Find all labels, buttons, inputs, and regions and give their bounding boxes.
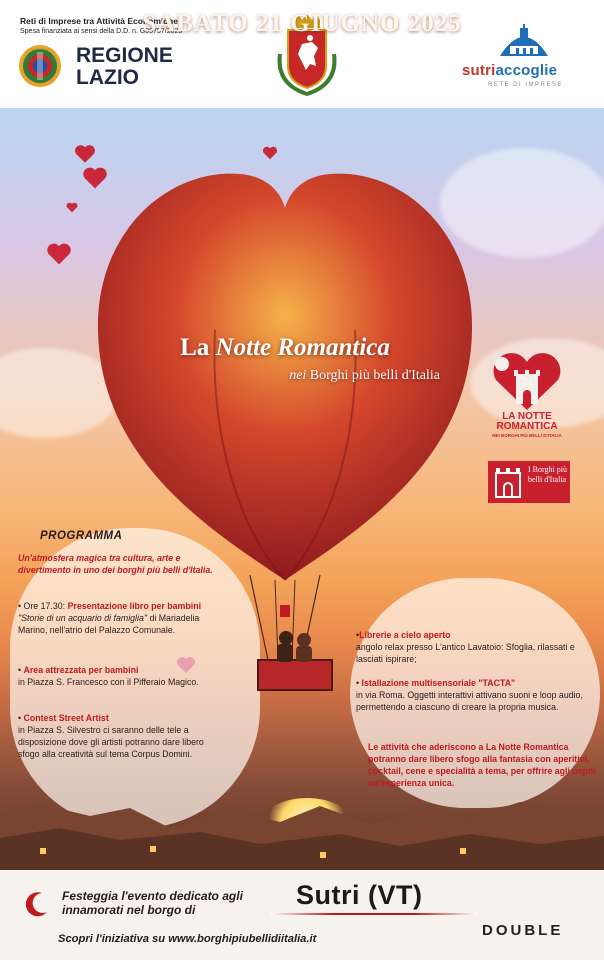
item3-title: Contest Street Artist — [23, 713, 109, 723]
reti-imprese-line1: Reti di Imprese tra Attività Economiche — [20, 16, 178, 26]
item3-rest: in Piazza S. Silvestro ci saranno delle tele a disposizione dove gli artisti potranno dare libero sfogo alla creatività sul tema Corpus Domini. — [18, 725, 204, 759]
item1-title: Presentazione libro per bambini — [67, 601, 202, 611]
item1-time: Ore 17.30: — [23, 601, 66, 611]
crescent-moon-icon — [22, 890, 50, 918]
borghi-logo-text: I Borghi più belli d'Italia — [528, 465, 567, 484]
logo-notte-line2: ROMANTICA — [496, 421, 558, 432]
small-heart-icon — [66, 202, 78, 213]
program-closing: Le attività che aderiscono a La Notte Romantica potranno dare libero sfogo alla fantasia con aperitivi, cocktail, cene e specialità a tema, per offrire agli ospiti un'esperienza unica. — [368, 742, 596, 788]
event-subtitle-rest: Borghi più belli d'Italia — [309, 368, 440, 383]
sutri-brand-part2: accoglie — [495, 62, 558, 79]
program-intro: Un'atmosfera magica tra cultura, arte e divertimento in uno dei borghi più belli d'Italia. — [18, 553, 213, 575]
event-title — [120, 334, 450, 362]
regione-lazio-logo-icon — [18, 44, 62, 88]
event-title-name: Notte Romantica — [215, 334, 390, 361]
event-title-la: La — [180, 334, 210, 361]
program-item-book: • Ore 17.30: Presentazione libro per bambini "Storie di un acquario di famiglia" di Mariadelia Marino, nell'atrio del Palazzo Comunale. — [18, 601, 202, 635]
program-item-librerie: •Librerie a cielo aperto angolo relax presso L'antico Lavatoio: Sfoglia, rilassati e lasciati ispirare; — [356, 630, 575, 664]
item4-title: Librerie a cielo aperto — [359, 630, 451, 640]
program-item-kids-area: • Area attrezzata per bambini in Piazza S. Francesco con il Pifferaio Magico. — [18, 665, 199, 687]
footer-town-underline — [270, 913, 478, 915]
event-subtitle — [180, 368, 440, 384]
program-title: PROGRAMMA — [40, 530, 123, 542]
item5-rest: in via Roma. Oggetti interattivi attivano suoni e loop audio, permettendo a ciascuno di creare la propria musica. — [356, 690, 583, 712]
event-date-title: SABATO 21 GIUGNO 2025 — [142, 10, 462, 37]
castle-tower-icon — [492, 465, 524, 499]
logo-notte-line1: LA NOTTE — [502, 411, 552, 422]
item2-rest: in Piazza S. Francesco con il Pifferaio Magico. — [18, 677, 199, 687]
sutri-accoglie-brand — [462, 62, 557, 79]
footer-invite-text: Festeggia l'evento dedicato agli innamorati nel borgo di — [62, 889, 243, 917]
item1-rest: di Mariadelia Marino, nell'atrio del Palazzo Comunale. — [18, 613, 200, 635]
sutri-brand-part1: sutri — [462, 62, 496, 79]
item5-title: Istallazione multisensoriale "TACTA" — [361, 678, 516, 688]
regione-lazio-name: REGIONE LAZIO — [76, 44, 173, 89]
small-heart-icon — [46, 242, 72, 266]
village-rooftops — [0, 788, 604, 870]
program-item-street-artist: • Contest Street Artist in Piazza S. Silvestro ci saranno delle tele a disposizione dove gli artisti potranno dare libero sfogo alla creatività sul tema Corpus Domini. — [18, 713, 204, 759]
double-agency-logo: DOUBLE — [482, 922, 564, 939]
sutri-tagline: RETE DI IMPRESE — [488, 82, 563, 88]
reti-imprese-line2: Spesa finanziata ai sensi della D.D. n. G05757/2023 — [20, 28, 183, 35]
footer-town-name: Sutri (VT) — [296, 880, 423, 910]
event-subtitle-nei: nei — [289, 368, 307, 383]
program-item-tacta: • Istallazione multisensoriale "TACTA" in via Roma. Oggetti interattivi attivano suoni e loop audio, permettendo a ciascuno di creare la propria musica. — [356, 678, 583, 712]
logo-notte-line3: NEI BORGHI PIÙ BELLI D'ITALIA — [492, 433, 562, 438]
item2-title: Area attrezzata per bambini — [23, 665, 139, 675]
item4-rest: angolo relax presso L'antico Lavatoio: Sfoglia, rilassati e lasciati ispirare; — [356, 642, 575, 664]
footer-website-text: Scopri l'iniziativa su www.borghipiubellidiitalia.it — [58, 933, 317, 945]
notte-romantica-logo-text — [486, 412, 568, 439]
small-heart-icon — [262, 146, 278, 160]
item1-book: "Storie di un acquario di famiglia" — [18, 613, 147, 623]
